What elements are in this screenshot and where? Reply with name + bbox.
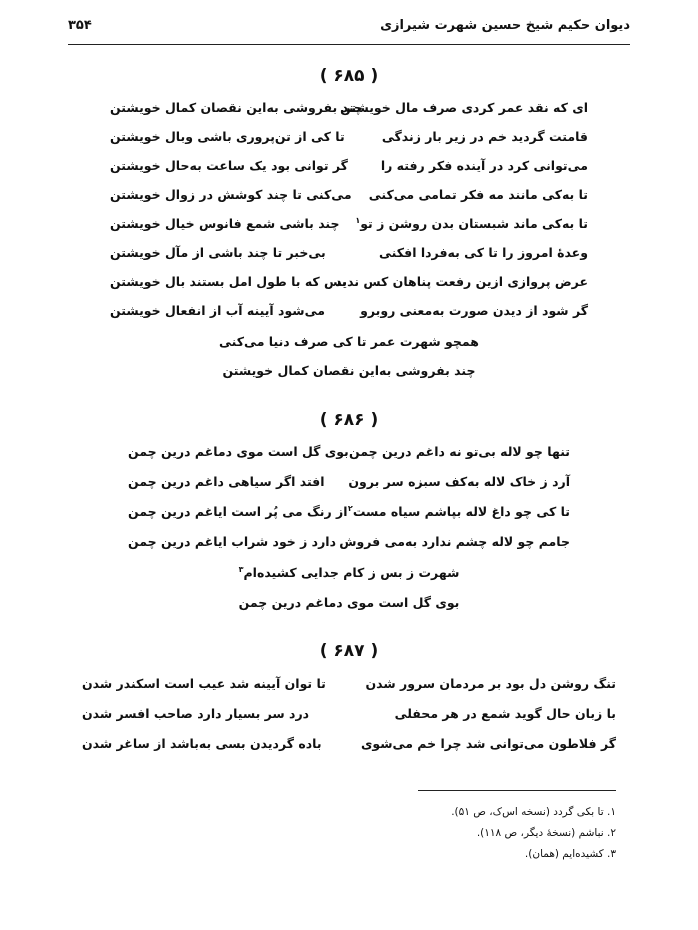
couplet — [110, 274, 588, 294]
couplet — [128, 534, 570, 554]
hemistich-left: تا کی از تن‌پروری باشی وبال خویشتن — [110, 129, 345, 144]
hemistich-right: تنگ روشن دل بود بر مردمان سرور شدن — [365, 676, 616, 691]
hemistich-left: دارد ز خود شراب ایاغم درین چمن — [128, 534, 336, 549]
hemistich-right: گر فلاطون می‌توانی شد چرا خم می‌شوی — [360, 736, 616, 751]
hemistich-left: تا توان آیینه شد عیب است اسکندر شدن — [82, 676, 326, 691]
hemistich-text: تا به‌کی ماند شبستان بدن روشن ز تو — [360, 216, 588, 232]
footnote-marker: ۳ — [238, 565, 244, 574]
hemistich-right: می‌توانی کرد در آینده فکر رفته را — [380, 158, 588, 173]
hemistich-left: باده گردیدن بسی به‌باشد از ساغر شدن — [82, 736, 322, 751]
footnote-divider — [418, 790, 616, 791]
couplet — [110, 187, 588, 207]
hemistich-right: آرد ز خاک لاله به‌کف سبزه سر برون — [348, 474, 570, 489]
poem-number-687: ( ۶۸۷ ) — [319, 641, 379, 661]
couplet — [110, 216, 588, 236]
closing-hemistich — [0, 565, 698, 580]
hemistich-right: ای که نقد عمر کردی صرف مال خویشتن — [340, 100, 588, 115]
poem-number-686: ( ۶۸۶ ) — [319, 410, 379, 430]
hemistich-right: گر شود از دیدن صورت به‌معنی روبرو — [360, 303, 588, 318]
closing-hemistich: چند بفروشی به‌این نقصان کمال خویشتن — [222, 363, 476, 378]
hemistich-left: گر توانی بود یک ساعت به‌حال خویشتن — [110, 158, 348, 173]
hemistich-right: تنها چو لاله بی‌تو نه داغم درین چمن — [348, 444, 570, 459]
footnote-marker: ۱ — [355, 216, 361, 225]
hemistich-right: قامتت گردید خم در زیر بار زندگی — [381, 129, 588, 144]
couplet — [128, 444, 570, 464]
hemistich-left: افتد اگر سیاهی داغم درین چمن — [128, 474, 325, 489]
hemistich-left: بی‌خبر تا چند باشی از مآل خویشتن — [110, 245, 326, 260]
hemistich-left: چند باشی شمع فانوس خیال خویشتن — [110, 216, 340, 231]
hemistich-left: بوی گل است موی دماغم درین چمن — [128, 444, 349, 459]
footnote: ۲. نباشم (نسخهٔ دیگر، ص ۱۱۸). — [476, 827, 616, 839]
couplet — [82, 736, 616, 756]
couplet — [110, 158, 588, 178]
page-number: ۳۵۴ — [68, 18, 92, 33]
footnote: ۱. تا بکی گردد (نسخه اس‌ک، ص ۵۱). — [451, 806, 616, 818]
closing-text: شهرت ز بس ز کام جدایی کشیده‌ام — [243, 565, 460, 581]
header-divider — [68, 44, 630, 45]
couplet — [110, 303, 588, 323]
closing-hemistich: بوی گل است موی دماغم درین چمن — [238, 595, 460, 610]
hemistich-right — [355, 216, 588, 231]
couplet — [110, 129, 588, 149]
couplet — [110, 100, 588, 120]
hemistich-right: با زبان حال گوید شمع در هر محفلی — [394, 706, 616, 721]
hemistich-left: از رنگ می پُر است ایاغم درین چمن — [128, 504, 348, 519]
poem-number-685: ( ۶۸۵ ) — [319, 66, 379, 86]
couplet — [110, 245, 588, 265]
hemistich-left: می‌شود آیینه آب از انفعال خویشتن — [110, 303, 325, 318]
couplet — [82, 676, 616, 696]
couplet — [128, 504, 570, 524]
closing-hemistich: همچو شهرت عمر تا کی صرف دنیا می‌کنی — [219, 334, 479, 349]
hemistich-right: تا به‌کی مانند مه فکر تمامی می‌کنی — [368, 187, 588, 202]
footnote-marker: ۲ — [347, 504, 353, 513]
hemistich-right: وعدهٔ امروز را تا کی به‌فردا افکنی — [379, 245, 588, 260]
footnote: ۳. کشیده‌ایم (همان). — [524, 848, 616, 860]
book-title: دیوان حکیم شیخ حسین شهرت شیرازی — [380, 18, 630, 33]
hemistich-left: بس که با طول امل بستند بال خویشتن — [110, 274, 347, 289]
hemistich-left: درد سر بسیار دارد صاحب افسر شدن — [82, 706, 310, 721]
hemistich-left: می‌کنی تا چند کوشش در زوال خویشتن — [110, 187, 352, 202]
hemistich-right: جامم چو لاله چشم ندارد به‌می فروش — [339, 534, 570, 549]
hemistich-left: چند بفروشی به‌این نقصان کمال خویشتن — [110, 100, 363, 115]
running-header — [68, 18, 630, 40]
couplet — [82, 706, 616, 726]
hemistich-right: تا کی چو داغ لاله بپاشم سیاه مست$^۲$ — [347, 504, 570, 520]
couplet — [128, 474, 570, 494]
hemistich-right: عرض پروازی ازین رفعت پناهان کس ندید — [335, 274, 588, 289]
